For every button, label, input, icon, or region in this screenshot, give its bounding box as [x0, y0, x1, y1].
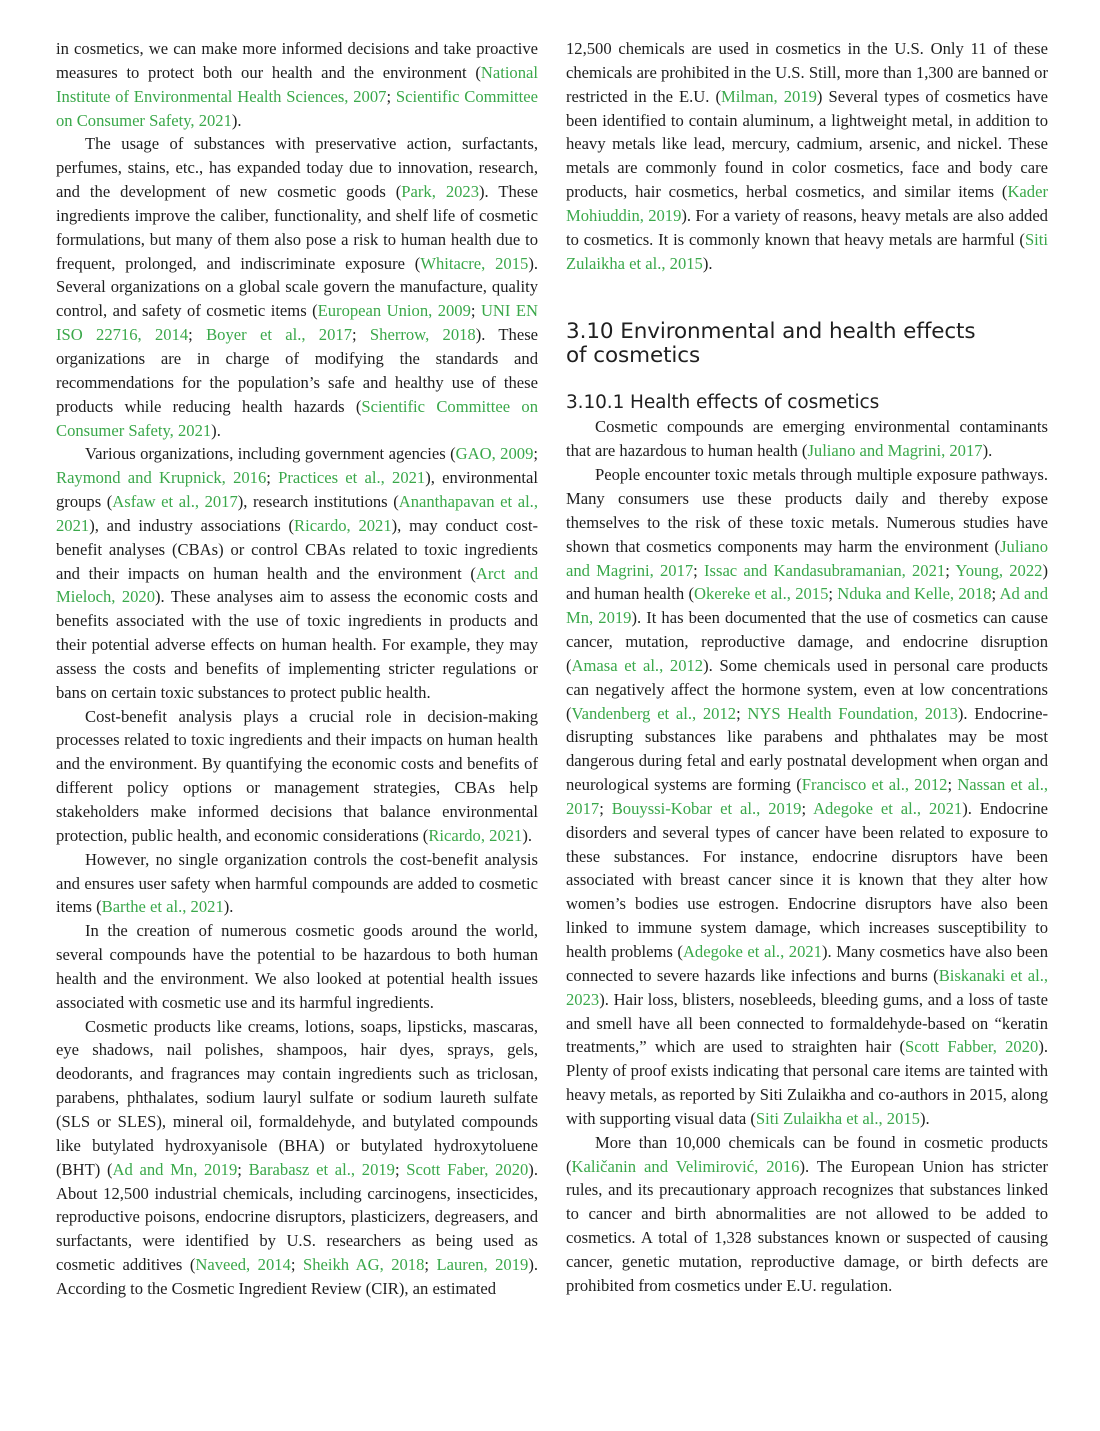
citation-link[interactable]: Raymond and Krupnick, 2016 — [56, 468, 267, 488]
citation-link[interactable]: Lauren, 2019 — [436, 1255, 529, 1275]
citation-link[interactable]: Boyer et al., 2017 — [206, 325, 352, 345]
citation-link[interactable]: Siti Zulaikha et al., 2015 — [566, 229, 1048, 273]
citation-link[interactable]: Arct and Mieloch, 2020 — [56, 563, 538, 607]
paragraph: The usage of substances with preservative action, surfactants, perfumes, stains, etc., has expanded today due to innovation, research, and the development of new cosmetic goods (Park, 2023). These ingredients improve the caliber, functionality, and shelf life of cosmetic formulations, but many of them also pose a risk to human health due to frequent, prolonged, and indiscriminate exposure (Whitacre, 2015). Several organizations on a global scale govern the manufacture, quality control, and safety of cosmetic items (European Union, 2009; UNI EN ISO 22716, 2014; Boyer et al., 2017; Sherrow, 2018). These organizations are in charge of modifying the standards and recommendations for the population’s safe and healthy use of these products while reducing health hazards (Scientific Committee on Consumer Safety, 2021). — [56, 134, 539, 440]
paragraph: People encounter toxic metals through multiple exposure pathways. Many consumers use these products daily and thereby expose themselves to the risk of these toxic metals. Numerous studies have shown that cosmetics components may harm the environment (Juliano and Magrini, 2017; Issac and Kandasubramanian, 2021; Young, 2022) and human health (Okereke et al., 2015; Nduka and Kelle, 2018; Ad and Mn, 2019). It has been documented that the use of cosmetics can cause cancer, mutation, reproductive damage, and endocrine disruption (Amasa et al., 2012). Some chemicals used in personal care products can negatively affect the hormone system, even at low concentrations (Vandenberg et al., 2012; NYS Health Foundation, 2013). Endocrine-disrupting substances like parabens and phthalates may be most dangerous during fetal and early postnatal development when organ and neurological systems are forming (Francisco et al., 2012; Nassan et al., 2017; Bouyssi-Kobar et al., 2019; Adegoke et al., 2021). Endocrine disorders and several types of cancer have been related to exposure to these substances. For instance, endocrine disruptors have been associated with breast cancer since it is known that they alter how women’s bodies use estrogen. Endocrine disruptors have also been linked to immune system damage, which increases susceptibility to health problems (Adegoke et al., 2021). Many cosmetics have also been connected to severe hazards like infections and burns (Biskanaki et al., 2023). Hair loss, blisters, nosebleeds, bleeding gums, and a loss of taste and smell have all been connected to formaldehyde-based on “keratin treatments,” which are used to straighten hair (Scott Fabber, 2020). Plenty of proof exists indicating that personal care items are tainted with heavy metals, as reported by Siti Zulaikha and co-authors in 2015, along with supporting visual data (Siti Zulaikha et al., 2015). — [566, 465, 1048, 1128]
citation-link[interactable]: Barthe et al., 2021 — [101, 897, 224, 917]
citation-link[interactable]: Adegoke et al., 2021 — [813, 798, 963, 818]
citation-link[interactable]: Kader Mohiuddin, 2019 — [566, 182, 1048, 225]
paragraph: Cosmetic compounds are emerging environmental contaminants that are hazardous to human health (Juliano and Magrini, 2017). — [566, 417, 1048, 461]
citation-link[interactable]: Adegoke et al., 2021 — [682, 942, 822, 961]
citation-link[interactable]: Milman, 2019 — [721, 86, 817, 106]
citation-link[interactable]: Scientific Committee on Consumer Safety, 2021 — [56, 396, 538, 440]
citation-link[interactable]: Issac and Kandasubramanian, 2021 — [704, 560, 946, 580]
citation-link[interactable]: Nduka and Kelle, 2018 — [837, 584, 992, 604]
citation-link[interactable]: Barabasz et al., 2019 — [248, 1159, 395, 1179]
citation-link[interactable]: Sherrow, 2018 — [369, 325, 476, 345]
citation-link[interactable]: Juliano and Magrini, 2017 — [807, 441, 983, 461]
citation-link[interactable]: Amasa et al., 2012 — [571, 655, 704, 675]
citation-link[interactable]: Young, 2022 — [955, 560, 1043, 580]
left-column — [56, 37, 538, 1301]
citation-link[interactable]: Nassan et al., 2017 — [566, 775, 1048, 818]
paragraph: Various organizations, including government agencies (GAO, 2009; Raymond and Krupnick, 2016; Practices et al., 2021), environmental groups (Asfaw et al., 2017), research institutions (Ananthapavan et al., 2021), and industry associations (Ricardo, 2021), may conduct cost-benefit analyses (CBAs) or control CBAs related to toxic ingredients and their impacts on human health and the environment (Arct and Mieloch, 2020). These analyses aim to assess the economic costs and benefits associated with the use of toxic ingredients in products and their potential adverse effects on human health. For example, they may assess the costs and benefits of implementing stricter regulations or bans on certain toxic substances to protect public health. — [56, 444, 539, 702]
citation-link[interactable]: Francisco et al., 2012 — [801, 775, 948, 795]
citation-link[interactable]: Okereke et al., 2015 — [693, 584, 829, 604]
citation-link[interactable]: Ricardo, 2021 — [294, 515, 392, 535]
citation-link[interactable]: Ad and Mn, 2019 — [566, 584, 1048, 628]
citation-link[interactable]: NYS Health Foundation, 2013 — [747, 703, 958, 723]
paragraph: More than 10,000 chemicals can be found in cosmetic products (Kaličanin and Velimirović, 2016). The European Union has stricter rules, and its precautionary approach recognizes that substances linked to cancer and birth abnormalities are not allowed to be added to cosmetics. A total of 1,328 substances known or suspected of causing cancer, genetic mutation, reproductive damage, or birth defects are prohibited from cosmetics under E.U. regulation. — [566, 1132, 1048, 1295]
citation-link[interactable]: Ricardo, 2021 — [428, 825, 523, 845]
right-column — [566, 37, 1048, 1298]
citation-link[interactable]: GAO, 2009 — [455, 444, 534, 464]
citation-link[interactable]: Asfaw et al., 2017 — [112, 492, 238, 512]
citation-link[interactable]: Ad and Mn, 2019 — [112, 1159, 238, 1179]
citation-link[interactable]: National Institute of Environmental Health Sciences, 2007 — [56, 62, 538, 106]
paragraph: Cost-benefit analysis plays a crucial role in decision-making processes related to toxic ingredients and their impacts on human health and the environment. By quantifying the economic costs and benefits of different policy options or management strategies, CBAs help stakeholders make informed decisions that balance environmental protection, public health, and economic considerations (Ricardo, 2021). — [56, 706, 538, 845]
paragraph: In the creation of numerous cosmetic goods around the world, several compounds have the potential to be hazardous to both human health and the environment. We also looked at potential health issues associated with cosmetic use and its harmful ingredients. — [56, 921, 538, 1012]
citation-link[interactable]: Ananthapavan et al., 2021 — [56, 492, 538, 535]
citation-link[interactable]: UNI EN ISO 22716, 2014 — [56, 301, 538, 345]
citation-link[interactable]: Sheikh AG, 2018 — [302, 1255, 425, 1275]
section-heading: 3.10 Environmental and health effects of cosmetics — [566, 319, 976, 369]
citation-link[interactable]: Vandenberg et al., 2012 — [571, 703, 737, 723]
citation-link[interactable]: Naveed, 2014 — [195, 1255, 291, 1275]
citation-link[interactable]: Scott Faber, 2020 — [406, 1159, 529, 1179]
paragraph: Cosmetic products like creams, lotions, soaps, lipsticks, mascaras, eye shadows, nail polishes, shampoos, hair dyes, sprays, gels, deodorants, and fragrances may contain ingredients such as triclosan, parabens, phthalates, sodium lauryl sulfate or sodium laureth sulfate (SLS or SLES), mineral oil, formaldehyde, and butylated compounds like butylated hydroxyanisole (BHA) or butylated hydroxytoluene (BHT) (Ad and Mn, 2019; Barabasz et al., 2019; Scott Faber, 2020). About 12,500 industrial chemicals, including carcinogens, insecticides, reproductive poisons, endocrine disruptors, plasticizers, degreasers, and surfactants, were identified by U.S. researchers as being used as cosmetic additives (Naveed, 2014; Sheikh AG, 2018; Lauren, 2019). According to the Cosmetic Ingredient Review (CIR), an estimated — [56, 1016, 538, 1298]
paragraph: However, no single organization controls the cost-benefit analysis and ensures user safety when harmful compounds are added to cosmetic items (Barthe et al., 2021). — [56, 849, 538, 917]
citation-link[interactable]: Biskanaki et al., 2023 — [566, 965, 1048, 1009]
citation-link[interactable]: Bouyssi-Kobar et al., 2019 — [611, 798, 802, 818]
citation-link[interactable]: Practices et al., 2021 — [278, 468, 426, 488]
citation-link[interactable]: Juliano and Magrini, 2017 — [566, 536, 1048, 580]
subsection-heading: 3.10.1 Health effects of cosmetics — [566, 392, 880, 414]
citation-link[interactable]: Whitacre, 2015 — [420, 253, 529, 273]
citation-link[interactable]: Kaličanin and Velimirović, 2016 — [571, 1156, 800, 1176]
paragraph: 12,500 chemicals are used in cosmetics in the U.S. Only 11 of these chemicals are prohibited in the U.S. Still, more than 1,300 are banned or restricted in the E.U. (Milman, 2019) Several types of cosmetics have been identified to contain aluminum, a lightweight metal, in addition to heavy metals like lead, mercury, cadmium, arsenic, and nickel. These metals are commonly found in color cosmetics, face and body care products, hair cosmetics, herbal cosmetics, and similar items (Kader Mohiuddin, 2019). For a variety of reasons, heavy metals are also added to cosmetics. It is commonly known that heavy metals are harmful (Siti Zulaikha et al., 2015). — [566, 39, 1048, 273]
citation-link[interactable]: Siti Zulaikha et al., 2015 — [755, 1108, 920, 1128]
citation-link[interactable]: Scott Fabber, 2020 — [905, 1037, 1039, 1057]
paragraph: in cosmetics, we can make more informed decisions and take proactive measures to protect both our health and the environment (National Institute of Environmental Health Sciences, 2007; Scientific Committee on Consumer Safety, 2021). — [56, 39, 539, 130]
citation-link[interactable]: European Union, 2009 — [317, 301, 471, 321]
citation-link[interactable]: Park, 2023 — [401, 182, 480, 202]
citation-link[interactable]: Scientific Committee on Consumer Safety, 2021 — [56, 86, 539, 130]
